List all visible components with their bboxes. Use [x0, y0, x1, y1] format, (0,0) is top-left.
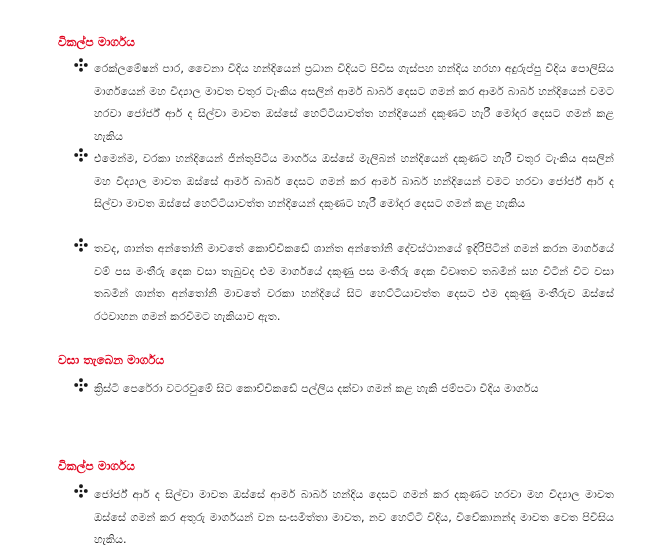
diamond-dots-bullet-icon [74, 238, 88, 252]
diamond-dots-bullet-icon [74, 58, 88, 72]
list-item-text: ක්‍රිස්ටි පෙරේරා වටරවුමේ සිට කොච්චිකඩේ පල්ලිය දක්වා ගමන් කළ හැකි ජම්පටා විදිය මාර්ගය [94, 382, 539, 395]
list-item [74, 148, 614, 216]
list-item-text: එමෙන්ම, වරකා හන්දියෙන් ජින්තුපිටිය මාර්ගය ඔස්සේ මැලිබන් හන්දියෙන් දකුණට හැරී චතුර ටැංකිය අසලින් මහ විද්‍යාල මාවත ඔස්සේ ආමර් බාබර් දෙසට ගමන් කර ආමර් බාබර් හන්දියෙන් වමට හරවා ජෝර්ජ් ආර් ද සිල්වා මාවත ඔස්සේ හෙට්ටියාවත්ත හන්දියෙන් දකුණට හැරී මෝදර දෙසට ගමන් කළ හැකිය [94, 152, 614, 210]
section-heading-alternative-route-1: විකල්ප මාර්ගය [58, 35, 135, 49]
list-item-text: රෙක්ලමේෂන් පාර, වෛනා විදිය හන්දියෙන් ප්‍රධාන විදියට පිවිස ගැස්පහ හන්දිය හරහා අදුරුප්පු විදිය පොලිසිය මාර්ගයෙන් මහ විද්‍යාල මාවත චතුර ටැංකිය අසලින් ආමර් බාබර් දෙසට ගමන් කර ආමර් බාබර් හන්දියෙන් වමට හරවා ජෝර්ජ් ආර් ද සිල්වා මාවත ඔස්සේ හෙට්ටියාවත්ත හන්දියෙන් දකුණට හැරී මෝදර දෙසට ගමන් කළ හැකිය [94, 62, 614, 143]
diamond-dots-bullet-icon [74, 148, 88, 162]
list-item [74, 378, 614, 401]
section-heading-alternative-route-2: විකල්ප මාර්ගය [58, 459, 135, 473]
list-item [74, 58, 614, 148]
section-heading-closed-route: වසා තැබෙන මාර්ගය [58, 353, 165, 367]
list-item [74, 238, 614, 328]
list-item [74, 484, 614, 552]
list-item-text: තවද, ශාන්ත අන්තෝනි මාවතේ කොච්චිකඩේ ශාන්ත අන්තෝනි දේවස්ථානයේ ඉදිරිපිටින් ගමන් කරන මාර්ගයේ වම් පස මංතීරු දෙක වසා තැබුවද එම මාර්ගයේ දකුණු පස මංතීරු දෙක විවෘතව තබමින් සහ විටින් විට වසා තබමින් ශාන්ත අන්තෝනි මාවතේ වරකා හන්දියේ සිට හෙට්ටියාවත්ත දෙසට එම දකුණු මංතීරුව ඔස්සේ රථවාහන ගමන් කරවීමට හැකියාව ඇත. [94, 242, 614, 323]
list-item-text: ජෝර්ජ් ආර් ද සිල්වා මාවත ඔස්සේ ආමර් බාබර් හන්දිය දෙසට ගමන් කර දකුණට හරවා මහ විද්‍යාල මාවත ඔස්සේ ගමන් කර අතුරු මාර්ගයන් වන සංඝමිත්තා මාවත, නව හෙට්ටි විදිය, විවේකානන්ද මාවත වෙත පිවිසිය හැකිය. [94, 488, 614, 546]
diamond-dots-bullet-icon [74, 378, 88, 392]
diamond-dots-bullet-icon [74, 484, 88, 498]
